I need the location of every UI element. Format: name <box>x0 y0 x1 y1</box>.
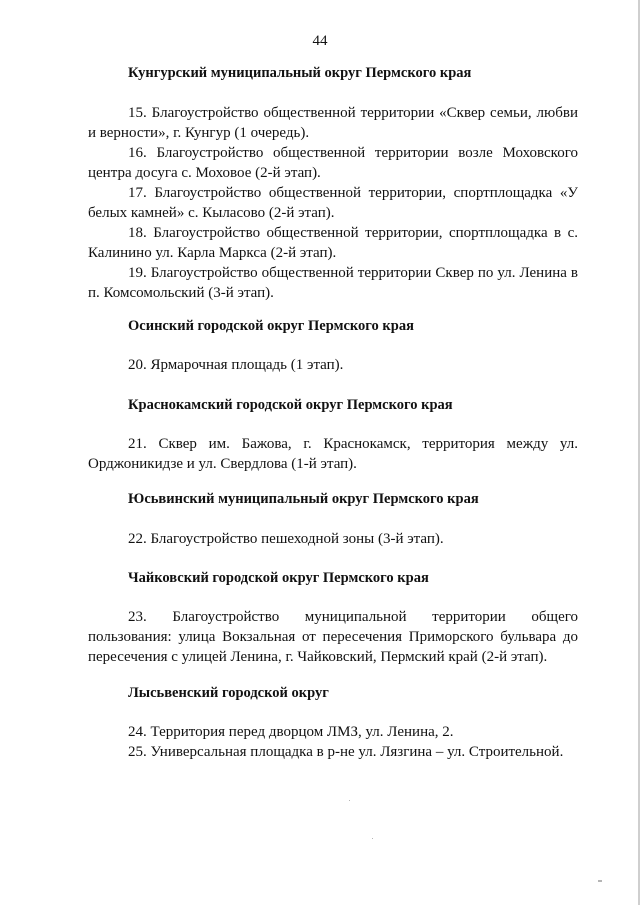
section-heading-lysva: Лысьвенский городской округ <box>128 685 329 701</box>
list-item: 16. Благоустройство общественной территории возле Моховского центра досуга с. Моховое (2-й этап). <box>88 145 578 181</box>
section-heading-chaykovsky: Чайковский городской округ Пермского края <box>128 570 429 586</box>
section-body-krasnokamsk <box>88 434 578 474</box>
list-item: 17. Благоустройство общественной территории, спортплощадка «У белых камней» с. Кыласово (2-й этап). <box>88 185 578 221</box>
scan-speck <box>349 800 350 801</box>
section-heading-krasnokamsk: Краснокамский городской округ Пермского края <box>128 397 453 413</box>
list-item: 21. Сквер им. Бажова, г. Краснокамск, территория между ул. Орджоникидзе и ул. Свердлова (1-й этап). <box>88 436 578 472</box>
scan-speck <box>372 838 373 839</box>
list-item: 18. Благоустройство общественной территории, спортплощадка в с. Калинино ул. Карла Маркса (2-й этап). <box>88 225 578 261</box>
section-heading-kungur: Кунгурский муниципальный округ Пермского края <box>128 65 472 81</box>
list-item: 24. Территория перед дворцом ЛМЗ, ул. Ленина, 2. <box>128 724 454 740</box>
list-item: 15. Благоустройство общественной территории «Сквер семьи, любви и верности», г. Кунгур (1 очередь). <box>88 105 578 141</box>
list-item: 22. Благоустройство пешеходной зоны (3-й этап). <box>128 531 444 547</box>
section-body-kungur <box>88 103 578 303</box>
list-item: 19. Благоустройство общественной территории Сквер по ул. Ленина в п. Комсомольский (3-й этап). <box>88 265 578 301</box>
section-heading-yusva: Юсьвинский муниципальный округ Пермского края <box>128 491 479 507</box>
list-item: 25. Универсальная площадка в р-не ул. Лязгина – ул. Строительной. <box>128 744 564 760</box>
page-number: 44 <box>312 33 328 49</box>
list-item: 20. Ярмарочная площадь (1 этап). <box>128 357 344 373</box>
scan-speck <box>598 880 602 882</box>
section-heading-osa: Осинский городской округ Пермского края <box>128 318 414 334</box>
section-body-chaykovsky <box>88 607 578 667</box>
list-item: 23. Благоустройство муниципальной территории общего пользования: улица Вокзальная от пересечения Приморского бульвара до пересечения с улицей Ленина, г. Чайковский, Пермский край (2-й этап). <box>88 609 578 665</box>
